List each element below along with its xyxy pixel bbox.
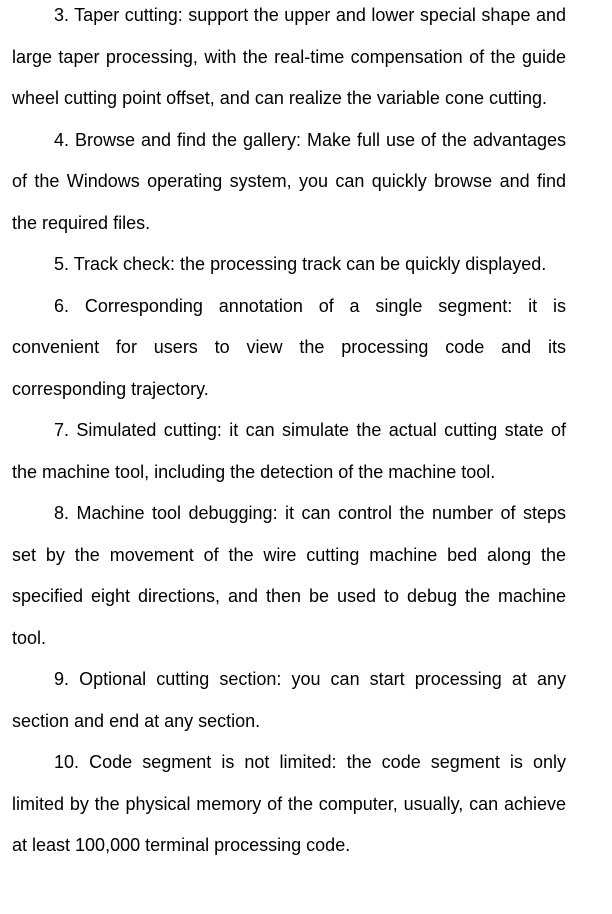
feature-item-optional-section: 9. Optional cutting section: you can start processing at any section and end at any section. bbox=[12, 669, 566, 731]
feature-item-taper-cutting: 3. Taper cutting: support the upper and lower special shape and large taper processing, with the real-time compensation of the guide wheel cutting point offset, and can realize the variable cone cutting. bbox=[12, 5, 566, 108]
feature-item-simulated-cutting: 7. Simulated cutting: it can simulate the actual cutting state of the machine tool, including the detection of the machine tool. bbox=[12, 420, 566, 482]
feature-item-machine-debugging: 8. Machine tool debugging: it can control the number of steps set by the movement of the wire cutting machine bed along the specified eight directions, and then be used to debug the machine tool. bbox=[12, 503, 566, 648]
feature-item-browse-gallery: 4. Browse and find the gallery: Make full use of the advantages of the Windows operating system, you can quickly browse and find the required files. bbox=[12, 129, 566, 233]
feature-item-code-segment: 10. Code segment is not limited: the code segment is only limited by the physical memory of the computer, usually, can achieve at least 100,000 terminal processing code. bbox=[12, 752, 566, 855]
feature-item-track-check: 5. Track check: the processing track can be quickly displayed. bbox=[54, 254, 547, 274]
feature-item-segment-annotation: 6. Corresponding annotation of a single segment: it is convenient for users to view the processing code and its corresponding trajectory. bbox=[12, 295, 566, 399]
